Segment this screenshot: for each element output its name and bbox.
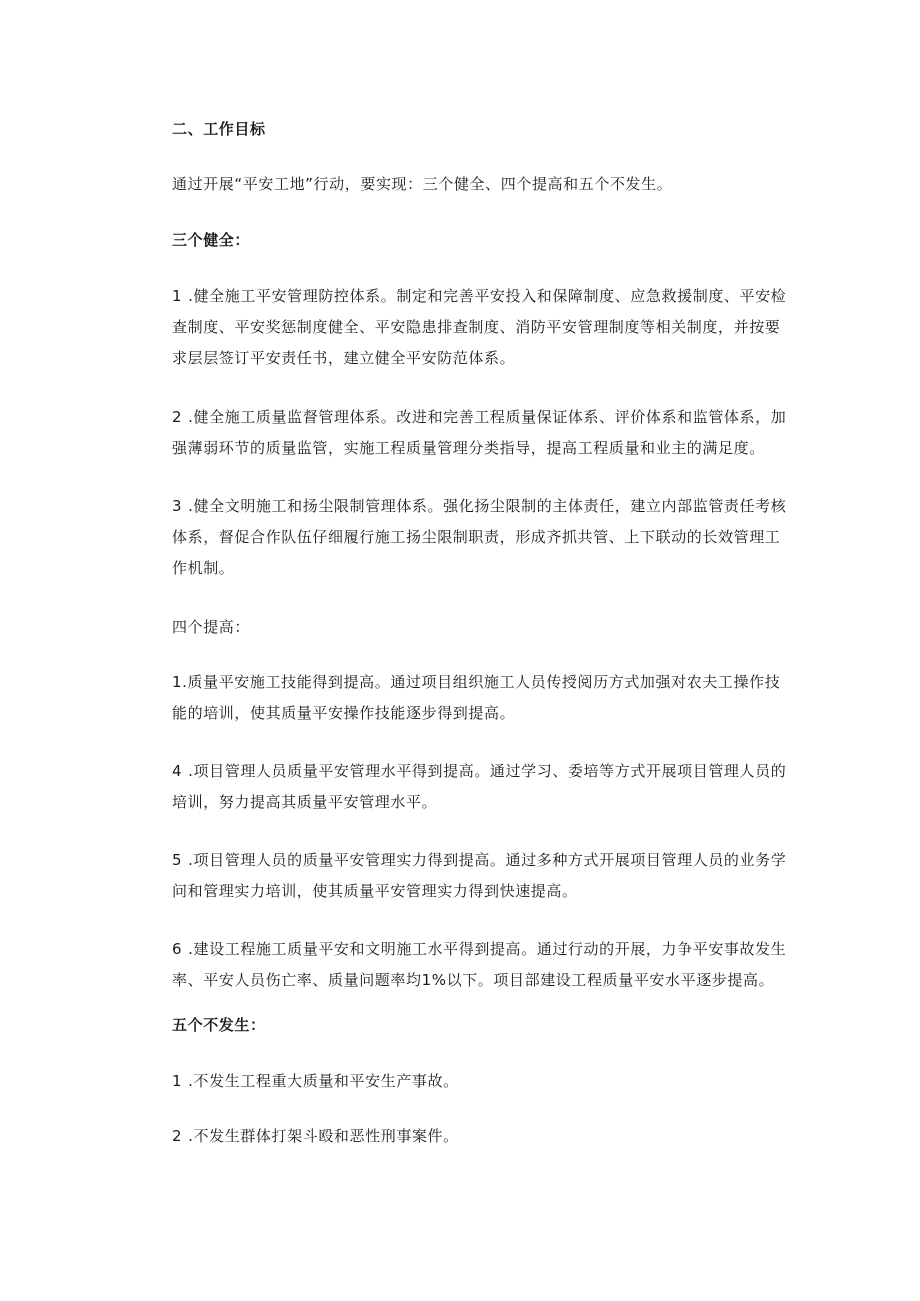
- item-text: .健全文明施工和扬尘限制管理体系。强化扬尘限制的主体责任，建立内部监管责任考核体系，督促合作队伍仔细履行施工扬尘限制职责，形成齐抓共管、上下联动的长效管理工作机制。: [172, 497, 787, 577]
- section-heading-work-goals: 二、工作目标: [172, 120, 266, 138]
- paragraph-item: [172, 667, 792, 729]
- subheading-four-improve: 四个提高：: [172, 618, 251, 636]
- item-text: .项目管理人员的质量平安管理实力得到提高。通过多种方式开展项目管理人员的业务学问和管理实力培训，使其质量平安管理实力得到快速提高。: [172, 851, 787, 900]
- intro-paragraph: 通过开展“平安工地”行动，要实现：三个健全、四个提高和五个不发生。: [172, 175, 673, 193]
- item-text: .建设工程施工质量平安和文明施工水平得到提高。通过行动的开展，力争平安事故发生率、平安人员伤亡率、质量问题率均1%以下。项目部建设工程质量平安水平逐步提高。: [172, 940, 787, 989]
- paragraph-item: [172, 1121, 792, 1152]
- item-text: .健全施工平安管理防控体系。制定和完善平安投入和保障制度、应急救援制度、平安检查制度、平安奖惩制度健全、平安隐患排查制度、消防平安管理制度等相关制度，并按要求层层签订平安责任书，建立健全平安防范体系。: [172, 287, 787, 367]
- paragraph-item: [172, 934, 792, 996]
- item-number: 2: [172, 408, 183, 426]
- subheading-five-none: 五个不发生：: [172, 1016, 266, 1034]
- item-number: 4: [172, 762, 183, 780]
- item-text: .健全施工质量监督管理体系。改进和完善工程质量保证体系、评价体系和监管体系，加强薄弱环节的质量监管，实施工程质量管理分类指导，提高工程质量和业主的满足度。: [172, 408, 787, 457]
- item-number: 5: [172, 851, 183, 869]
- item-number: 3: [172, 497, 183, 515]
- paragraph-item: [172, 402, 792, 464]
- item-number: 1: [172, 287, 183, 305]
- paragraph-item: [172, 756, 792, 818]
- paragraph-item: [172, 1066, 792, 1097]
- subheading-three-sound: 三个健全：: [172, 231, 251, 249]
- paragraph-item: [172, 845, 792, 907]
- item-text: .项目管理人员质量平安管理水平得到提高。通过学习、委培等方式开展项目管理人员的培训，努力提高其质量平安管理水平。: [172, 762, 787, 811]
- item-number: 2: [172, 1127, 183, 1145]
- item-text: .不发生群体打架斗殴和恶性刑事案件。: [188, 1127, 459, 1145]
- item-number: 6: [172, 940, 183, 958]
- item-number: 1: [172, 1072, 183, 1090]
- paragraph-item: [172, 281, 792, 374]
- item-text: 1.质量平安施工技能得到提高。通过项目组织施工人员传授阅历方式加强对农夫工操作技能的培训，使其质量平安操作技能逐步得到提高。: [172, 673, 781, 722]
- paragraph-item: [172, 491, 792, 584]
- item-text: .不发生工程重大质量和平安生产事故。: [188, 1072, 459, 1090]
